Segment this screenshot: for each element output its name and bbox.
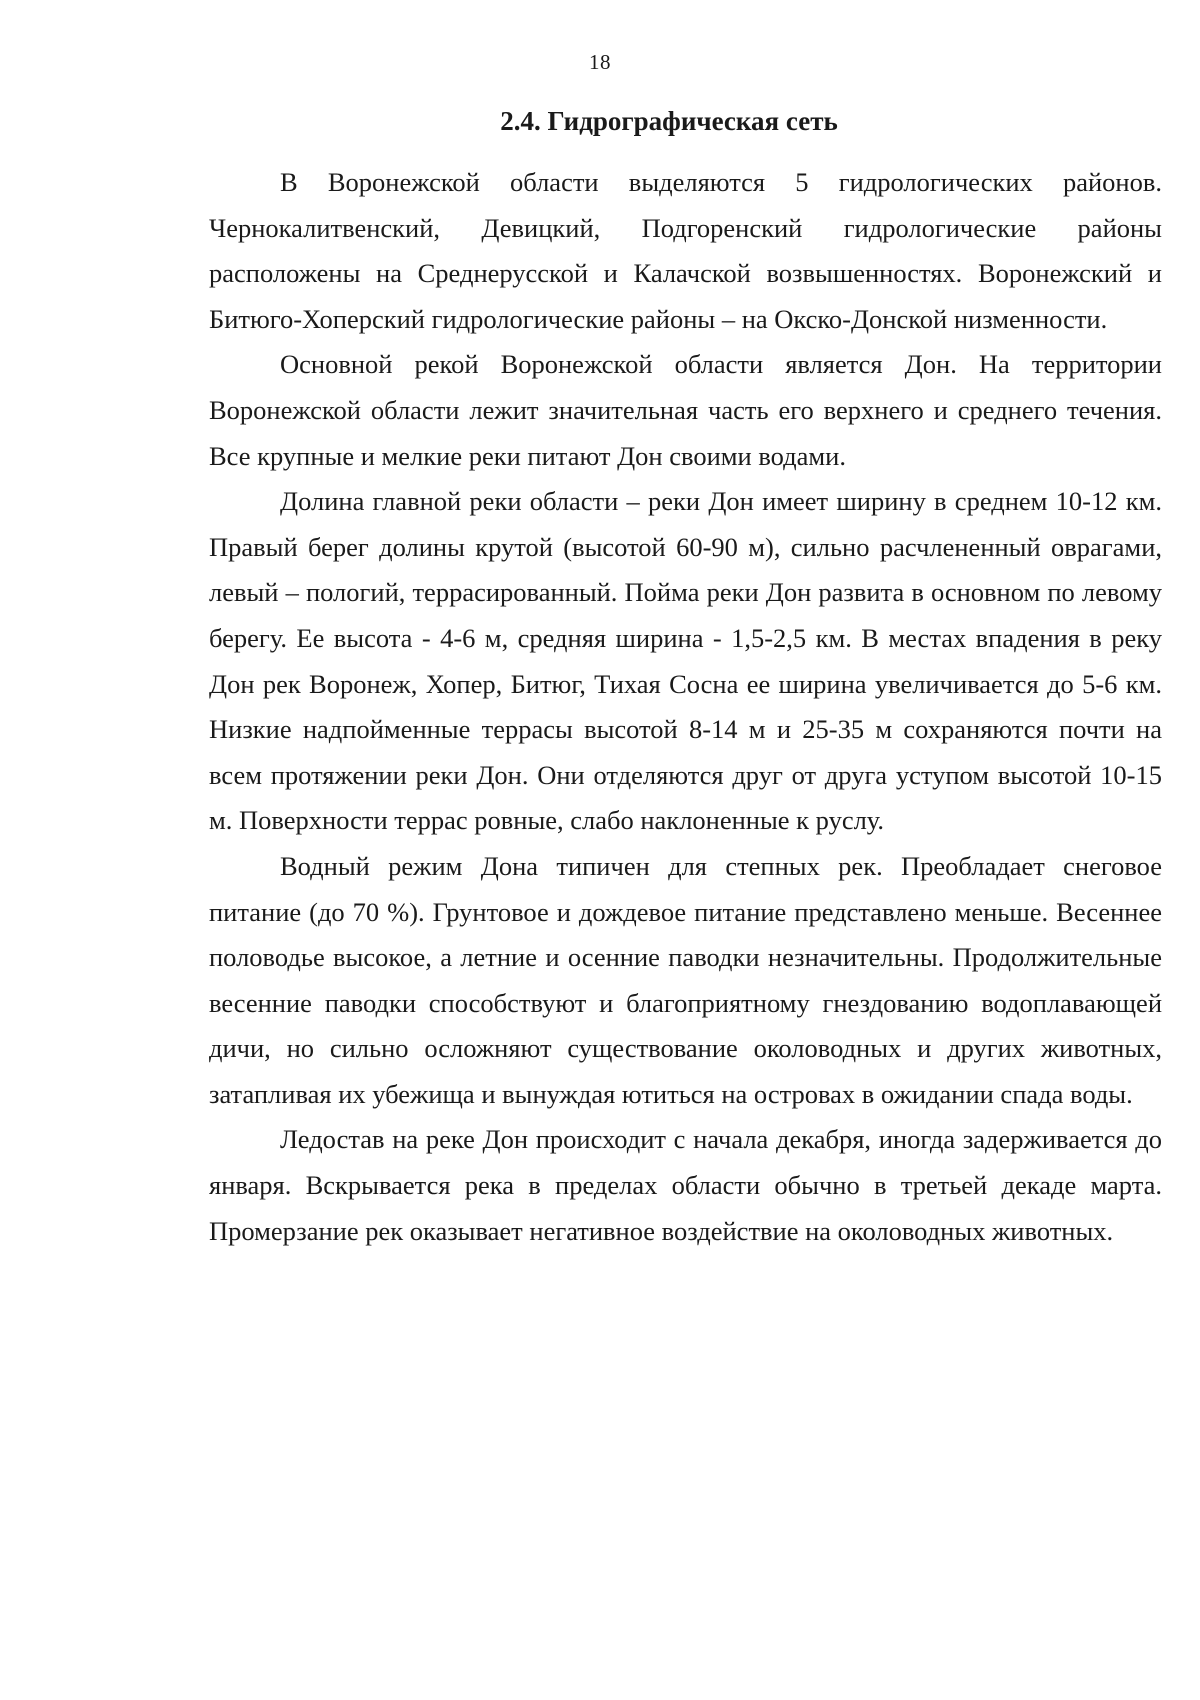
paragraph-freeze-up: Ледостав на реке Дон происходит с начала декабря, иногда задерживается до января. Вскрывается река в пределах области обычно в третьей декаде марта. Промерзание рек оказывает негативное воздействие на околоводных животных. (209, 1124, 1162, 1246)
body-text (209, 160, 1162, 1254)
paragraph-main-river: Основной рекой Воронежской области является Дон. На территории Воронежской области лежит значительная часть его верхнего и среднего течения. Все крупные и мелкие реки питают Дон своими водами. (209, 349, 1162, 471)
page-number: 18 (589, 50, 611, 74)
paragraph-hydrological-regions: В Воронежской области выделяются 5 гидрологических районов. Чернокалитвенский, Девицкий, Подгоренский гидрологические районы расположены на Среднерусской и Калачской возвышенностях. Воронежский и Битюго-Хоперский гидрологические районы – на Окско-Донской низменности. (209, 167, 1162, 334)
section-heading: 2.4. Гидрографическая сеть (500, 106, 838, 136)
paragraph-river-valley: Долина главной реки области – реки Дон имеет ширину в среднем 10-12 км. Правый берег долины крутой (высотой 60-90 м), сильно расчлененный оврагами, левый – пологий, террасированный. Пойма реки Дон развита в основном по левому берегу. Ее высота - 4-6 м, средняя ширина - 1,5-2,5 км. В местах впадения в реку Дон рек Воронеж, Хопер, Битюг, Тихая Сосна ее ширина увеличивается до 5-6 км. Низкие надпойменные террасы высотой 8-14 м и 25-35 м сохраняются почти на всем протяжении реки Дон. Они отделяются друг от друга уступом высотой 10-15 м. Поверхности террас ровные, слабо наклоненные к руслу. (209, 486, 1162, 836)
paragraph-water-regime: Водный режим Дона типичен для степных рек. Преобладает снеговое питание (до 70 %). Грунтовое и дождевое питание представлено меньше. Весеннее половодье высокое, а летние и осенние паводки незначительны. Продолжительные весенние паводки способствуют и благоприятному гнездованию водоплавающей дичи, но сильно осложняют существование околоводных и других животных, затапливая их убежища и вынуждая ютиться на островах в ожидании спада воды. (209, 850, 1162, 1109)
